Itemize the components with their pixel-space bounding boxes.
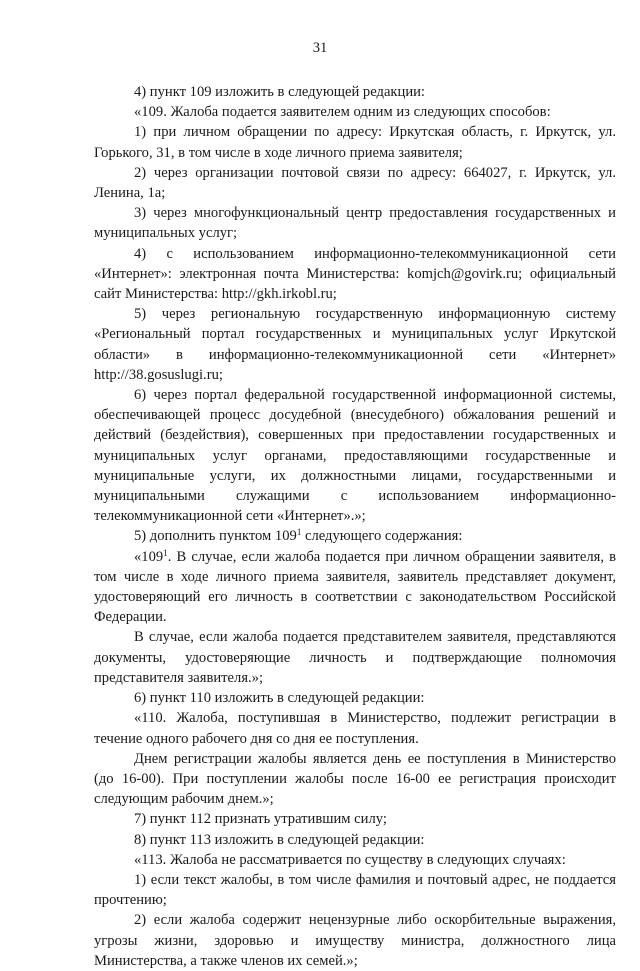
paragraph: 6) пункт 110 изложить в следующей редакции: [134,690,425,707]
paragraph: 2) через организации почтовой связи по адресу: 664027, г. Иркутск, ул. Ленина, 1а; [94,164,616,202]
superscript: 1 [163,547,168,558]
superscript: 1 [296,527,302,538]
paragraph: 4) с использованием информационно-телекоммуникационной сети «Интернет»: электронная почта Министерства: komjch@govirk.ru; официальный сайт Министерства: http://gkh.irkobl.ru; [94,245,616,303]
paragraph: «$109^1$. В случае, если жалоба подается при личном обращении заявителя, в том числе в ходе личного приема заявителя, заявитель представляет документ, удостоверяющий его личность в соответствии с законодательством Российской Федерации. [94,547,616,626]
paragraph: В случае, если жалоба подается представителем заявителя, представляются документы, удостоверяющие личность и подтверждающие полномочия представителя заявителя.»; [94,629,616,686]
paragraph: «110. Жалоба, поступившая в Министерство, подлежит регистрации в течение одного рабочего дня со дня ее поступления. [94,710,616,747]
paragraph: 5) дополнить пунктом $109^1$ следующего содержания: [134,527,463,545]
paragraph: 8) пункт 113 изложить в следующей редакции: [134,831,425,848]
paragraph: Днем регистрации жалобы является день ее поступления в Министерство (до 16-00). При поступлении жалобы после 16-00 ее регистрация происходит следующим рабочим днем.»; [94,750,616,808]
page-number: 31 [312,40,328,56]
document-body [94,82,616,971]
paragraph: 6) через портал федеральной государственной информационной системы, обеспечивающей процесс досудебной (внесудебного) обжалования решений и действий (бездействия), совершенных при предоставлении государственных и муниципальных услуг органами, предоставляющими государственные и муниципальные услуги, их должностными лицами, государственными и муниципальными служащими с использованием информационно-телекоммуникационной сети «Интернет».»; [94,387,616,525]
paragraph: 7) пункт 112 признать утратившим силу; [134,811,387,828]
paragraph: 1) при личном обращении по адресу: Иркутская область, г. Иркутск, ул. Горького, 31, в том числе в ходе личного приема заявителя; [94,124,616,161]
paragraph: 2) если жалоба содержит нецензурные либо оскорбительные выражения, угрозы жизни, здоровью и имуществу министра, должностного лица Министерства, а также членов их семей.»; [94,912,616,969]
paragraph: 1) если текст жалобы, в том числе фамилия и почтовый адрес, не поддается прочтению; [94,871,616,909]
paragraph: 5) через региональную государственную информационную систему «Региональный портал государственных и муниципальных услуг Иркутской области» в информационно-телекоммуникационной сети «Интернет» http://38.gosuslugi.ru; [94,306,616,383]
paragraph: 3) через многофункциональный центр предоставления государственных и муниципальных услуг; [94,205,616,242]
paragraph: 4) пункт 109 изложить в следующей редакции: [134,84,425,100]
paragraph: «109. Жалоба подается заявителем одним из следующих способов: [134,104,551,121]
paragraph: «113. Жалоба не рассматривается по существу в следующих случаях: [134,851,566,868]
